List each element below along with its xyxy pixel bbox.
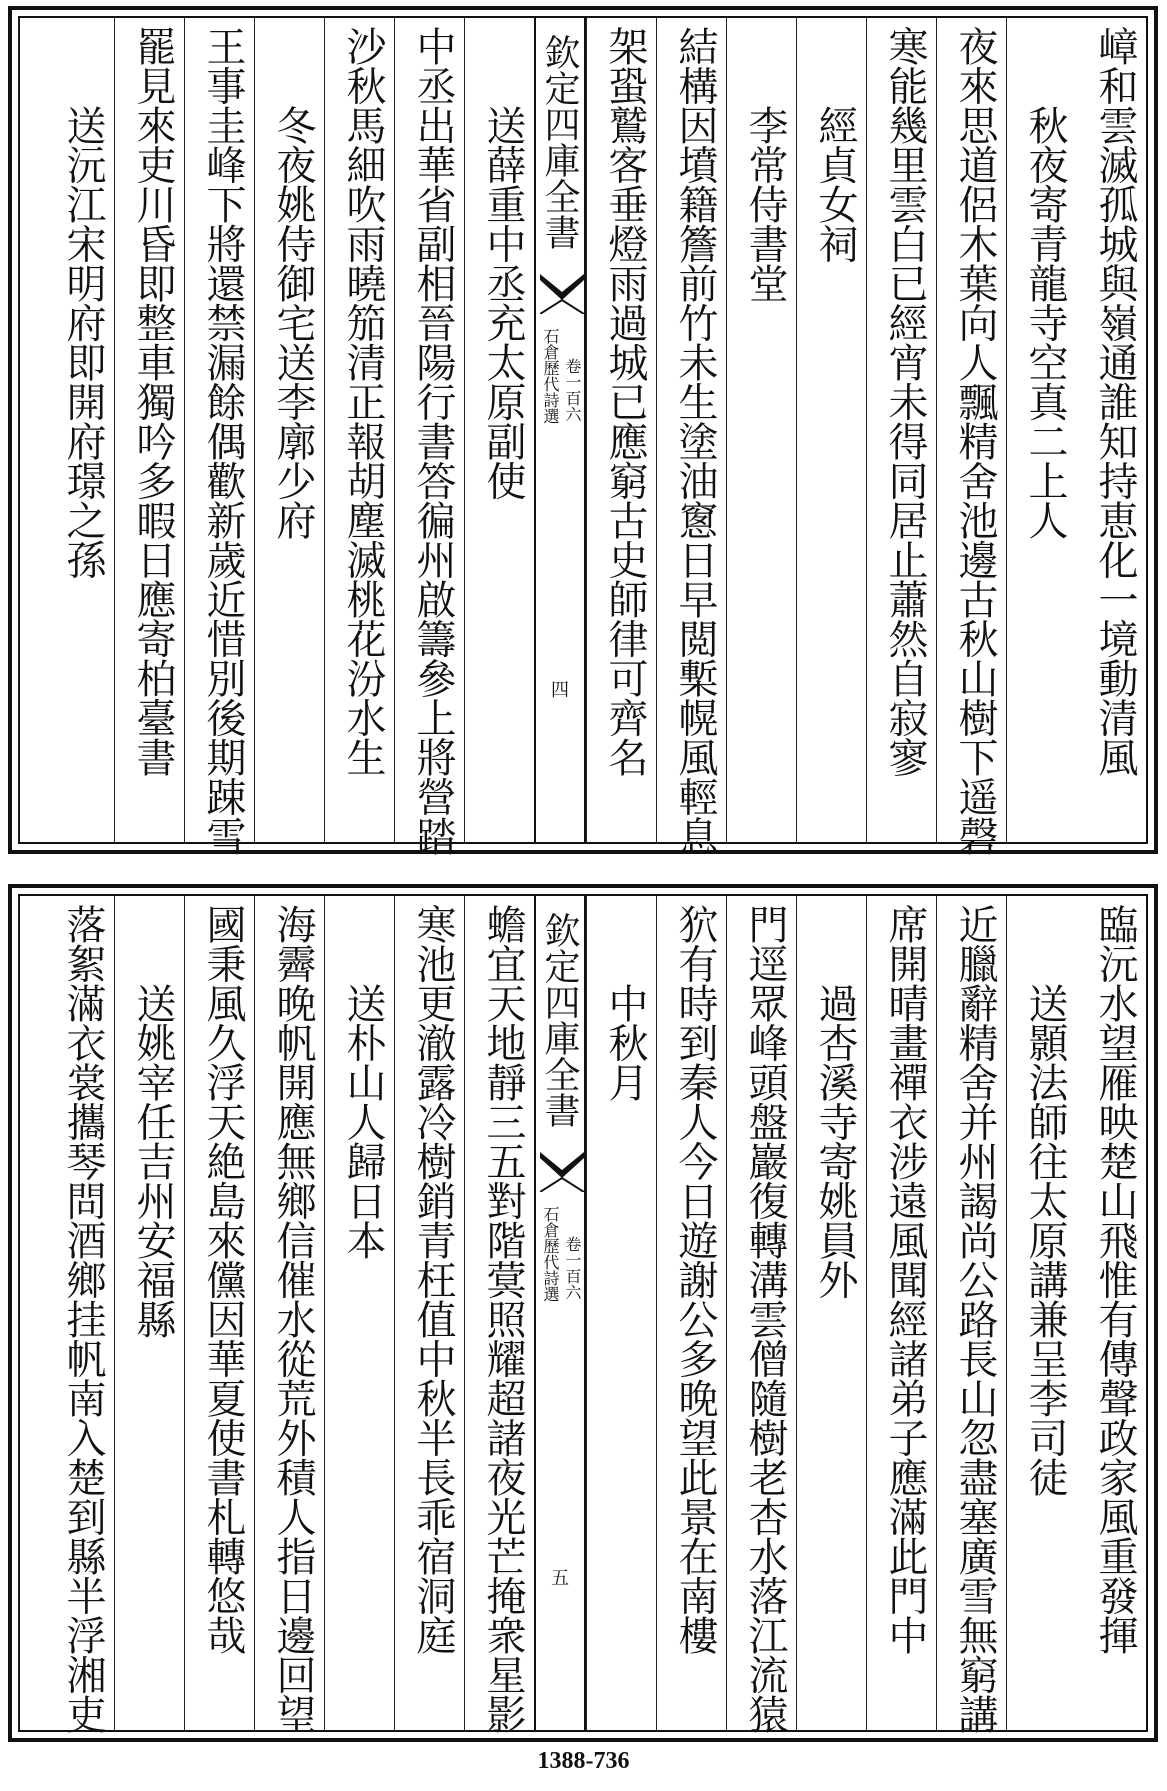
text-column: 蟾宜天地靜三五對階蓂照耀超諸夜光芒掩衆星影 xyxy=(464,896,534,1730)
folio-number: 五 xyxy=(551,1568,569,1589)
bottom-page-frame xyxy=(18,894,1148,1732)
top-page-frame xyxy=(18,16,1148,856)
text-column: 送沅江宋明府即開府璟之孫 xyxy=(18,18,114,842)
center-spine xyxy=(534,896,586,1730)
text-column: 架蛩鷲客垂燈雨過城已應窮古史師律可齊名 xyxy=(586,18,656,842)
text-column: 結構因墳籍簷前竹未生塗油窻日早閲槧幌風輕息 xyxy=(656,18,726,842)
text-column: 李常侍書堂 xyxy=(726,18,796,842)
text-column: 送朴山人歸日本 xyxy=(324,896,394,1730)
fish-tail-ornament-icon xyxy=(540,1152,584,1192)
volume-label: 卷一百六 xyxy=(563,1236,582,1300)
volume-label: 卷一百六 xyxy=(563,358,582,422)
text-column: 夜來思道侶木葉向人飄精舍池邊古秋山樹下遥磬 xyxy=(936,18,1006,842)
center-spine xyxy=(534,18,586,842)
text-column: 王事圭峰下將還禁漏餘偶歡新歲近惜別後期踈雪 xyxy=(184,18,254,842)
text-column: 秋夜寄青龍寺空真二上人 xyxy=(1006,18,1076,842)
text-column: 送顥法師往太原講兼呈李司徒 xyxy=(1006,896,1076,1730)
text-column: 落絮滿衣裳攜琴問酒鄉挂帆南入楚到縣半浮湘吏 xyxy=(18,896,114,1730)
text-column: 過杏溪寺寄姚員外 xyxy=(796,896,866,1730)
series-title: 石倉歷代詩選 xyxy=(541,328,560,424)
fish-tail-ornament-icon xyxy=(540,274,584,314)
page-reference-number: 1388-736 xyxy=(537,1748,630,1774)
text-column: 中秋月 xyxy=(586,896,656,1730)
text-column: 寒池更澈露冷樹銷青枉值中秋半長乖宿洞庭 xyxy=(394,896,464,1730)
text-column: 席開晴畫禪衣涉遠風聞經諸弟子應滿此門中 xyxy=(866,896,936,1730)
text-column: 經貞女祠 xyxy=(796,18,866,842)
bottom-page xyxy=(8,884,1158,1742)
text-column: 沙秋馬細吹雨曉笳清正報胡塵滅桃花汾水生 xyxy=(324,18,394,842)
text-column: 臨沅水望雁映楚山飛惟有傳聲政家風重發揮 xyxy=(1092,904,1138,1655)
book-title: 欽定四庫全書 xyxy=(539,34,580,250)
text-column: 寒能幾里雲白已經宵未得同居止蕭然自寂寥 xyxy=(866,18,936,842)
book-title: 欽定四庫全書 xyxy=(539,912,580,1128)
text-column: 近臘辭精舍并州謁尚公路長山忽盡塞廣雪無窮講 xyxy=(936,896,1006,1730)
text-column: 狖有時到秦人今日遊謝公多晚望此景在南樓 xyxy=(656,896,726,1730)
text-column: 海霽晚帆開應無鄉信催水從荒外積人指日邊回望 xyxy=(254,896,324,1730)
text-column: 嶂和雲滅孤城與嶺通誰知持恵化一境動清風 xyxy=(1092,26,1138,777)
text-column: 國秉風久浮天絶島來儻因華夏使書札轉悠哉 xyxy=(184,896,254,1730)
text-column: 罷見來吏川昏即整車獨吟多暇日應寄柏臺書 xyxy=(114,18,184,842)
top-page xyxy=(8,6,1158,854)
text-column: 送薛重中丞充太原副使 xyxy=(464,18,534,842)
text-column: 門逕眾峰頭盤巖復轉溝雲僧隨樹老杏水落江流猿 xyxy=(726,896,796,1730)
folio-number: 四 xyxy=(551,680,569,701)
series-title: 石倉歷代詩選 xyxy=(541,1206,560,1302)
text-column: 中丞出華省副相晉陽行書答徧州啟籌參上將營踏 xyxy=(394,18,464,842)
text-column: 送姚宰任吉州安福縣 xyxy=(114,896,184,1730)
text-column: 冬夜姚侍御宅送李廓少府 xyxy=(254,18,324,842)
